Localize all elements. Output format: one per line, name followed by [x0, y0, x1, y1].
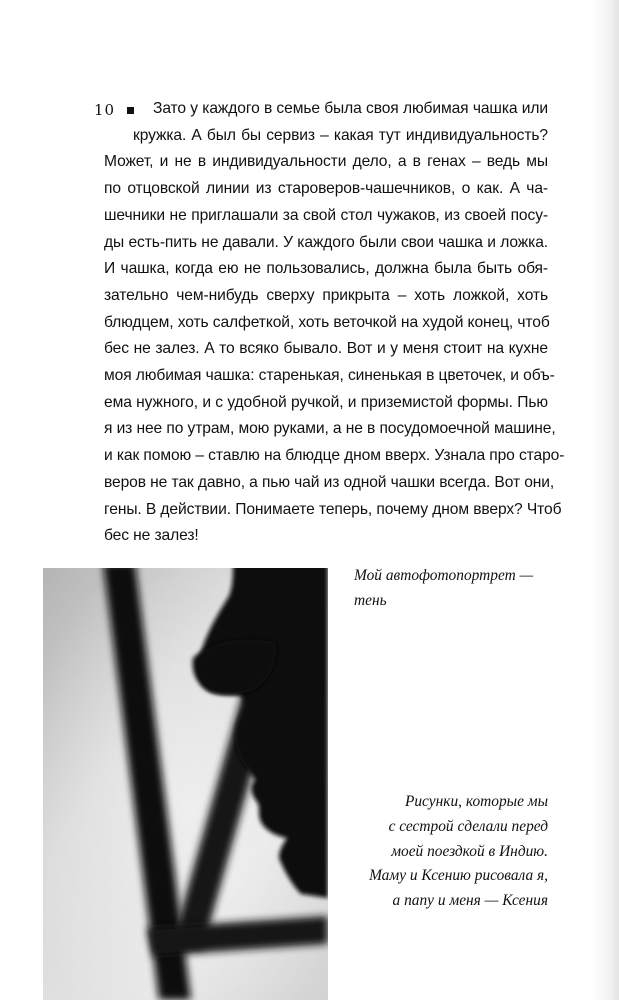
paragraph-line: блюдцем, хоть салфеткой, хоть веточкой на худой конец, чтоб: [104, 313, 550, 331]
paragraph-line: кружка. А был бы сервиз – какая тут индивидуальность?: [133, 126, 548, 144]
paragraph-line: я из нее по утрам, мою руками, а не в посудомоечной машине,: [104, 420, 556, 438]
page-edge-shadow: [593, 0, 619, 1000]
caption-line: Рисунки, которые мы: [404, 793, 548, 810]
caption-line: моей поездкой в Индию.: [391, 842, 548, 860]
paragraph-line: гены. В действии. Понимаете теперь, почему дном вверх? Чтоб: [104, 500, 562, 518]
drawings-caption: [332, 790, 548, 914]
paragraph-line: бес не залез. А то всяко бывало. Вот и у меня стоит на кухне: [104, 340, 548, 358]
paragraph-line: Может, и не в индивидуальности дело, а в генах – ведь мы: [104, 153, 548, 171]
paragraph-line: по отцовской линии из староверов-чашечников, о как. А ча-: [104, 180, 548, 198]
caption-line: Маму и Ксению рисовала я,: [369, 867, 548, 885]
paragraph-line: зательно чем-нибудь сверху прикрыта – хоть ложкой, хоть: [104, 286, 548, 304]
caption-line: с сестрой сделали перед: [388, 817, 548, 835]
paragraph-line: бес не залез!: [104, 527, 199, 545]
page-number: 10: [94, 101, 116, 119]
paragraph-line: И чашка, когда ею не пользовались, должна была быть обя-: [104, 260, 548, 278]
photo-caption: [354, 564, 554, 614]
paragraph-line: ды есть-пить не давали. У каждого были свои чашка и ложка.: [104, 233, 548, 251]
paragraph-line: и как помою – ставлю на блюдце дном вверх. Узнала про старо-: [104, 447, 565, 465]
paragraph-line: ема нужного, и с удобной ручкой, и приземистой формы. Пью: [104, 393, 548, 411]
paragraph-line: Зато у каждого в семье была своя любимая чашка или: [153, 100, 548, 117]
caption-line: а папу и меня — Ксения: [392, 892, 548, 910]
paragraph-line: шечники не приглашали за свой стол чужаков, из своей посу-: [104, 206, 548, 224]
shadow-self-portrait-photo: [43, 568, 328, 1000]
caption-line: Мой автофотопортрет —: [354, 567, 534, 584]
main-paragraph: [104, 96, 565, 550]
paragraph-line: веров не так давно, а пью чай из одной чашки всегда. Вот они,: [104, 473, 555, 491]
paragraph-line: моя любимая чашка: старенькая, синенькая в цветочек, и объ-: [104, 367, 555, 385]
caption-line: тень: [354, 591, 387, 609]
